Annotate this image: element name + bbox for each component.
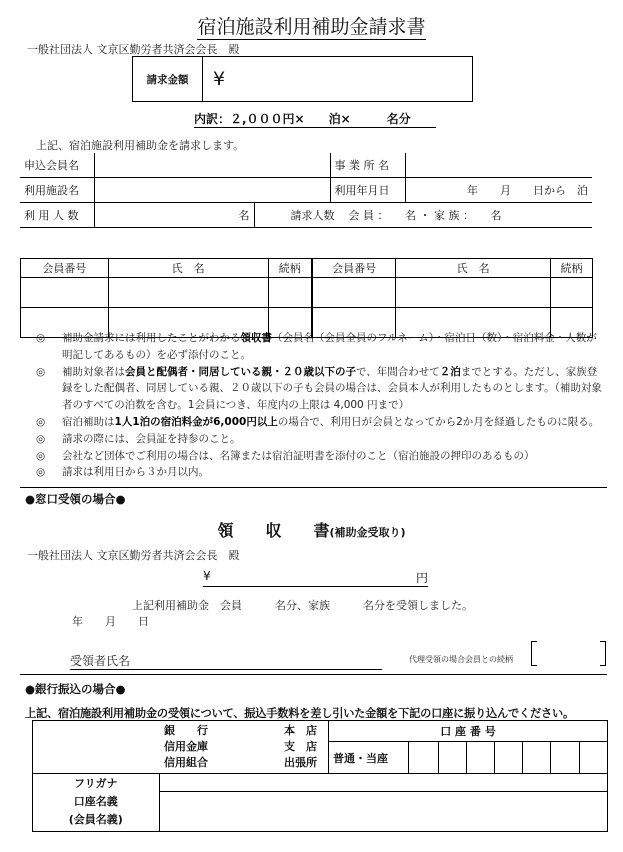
- recipient-name-field[interactable]: [70, 652, 382, 670]
- col-member-number: 会員番号: [21, 259, 109, 278]
- col-name: 氏 名: [108, 259, 268, 278]
- note-item: [36, 414, 606, 431]
- bank-account-table: [32, 720, 608, 832]
- facility-field[interactable]: [94, 178, 330, 203]
- cell[interactable]: [396, 278, 551, 308]
- claim-amount-field[interactable]: [203, 57, 225, 101]
- proxy-relation-field[interactable]: [537, 643, 599, 664]
- note-item: [36, 330, 606, 364]
- office-field[interactable]: [405, 153, 592, 178]
- counter-heading: ●窓口受領の場合●: [25, 492, 126, 506]
- facility-label: 利用施設名: [20, 178, 94, 203]
- note-text: 宿泊補助は1人1泊の宿泊料金が6,000円以上の場合で、利用日が会員となってから2か月を経過したものに限る。: [62, 415, 600, 428]
- date-label: 利用年月日: [330, 178, 405, 203]
- note-item: [36, 448, 606, 465]
- note-text: 補助金請求には利用したことがわかる領収書（会員名（会員全員のフルネーム）・宿泊日（数）・宿泊料金・人数が明記してあるもの）を必ず添付のこと。: [62, 332, 597, 361]
- intro-text: 上記、宿泊施設利用補助金を請求します。: [36, 139, 245, 152]
- double-circle-icon: ◎: [36, 332, 46, 344]
- bank-name-field[interactable]: [33, 721, 329, 774]
- account-digit[interactable]: [523, 742, 551, 774]
- table-row: [21, 278, 593, 308]
- note-text: 会社など団体でご利用の場合は、名簿または宿泊証明書を添付のこと（宿泊施設の押印のあるもの）: [62, 449, 535, 462]
- yen-unit: 円: [415, 571, 428, 585]
- notes-list: [36, 330, 606, 481]
- cell[interactable]: [551, 278, 593, 308]
- office-label: 事 業 所 名: [330, 153, 405, 178]
- col-member-number-2: 会員番号: [312, 259, 396, 278]
- furigana-label: フリガナ: [74, 777, 118, 790]
- double-circle-icon: ◎: [36, 466, 46, 479]
- account-digit[interactable]: [409, 742, 438, 774]
- receipt-date: 年 月 日: [72, 615, 149, 628]
- bracket-right: [600, 641, 606, 666]
- double-circle-icon: ◎: [36, 365, 46, 378]
- double-circle-icon: ◎: [36, 449, 46, 462]
- col-relation-2: 続柄: [551, 259, 593, 278]
- page-title: 宿泊施設利用補助金請求書: [197, 16, 426, 38]
- account-digit[interactable]: [579, 742, 607, 774]
- users-unit: 名: [238, 209, 250, 222]
- cell[interactable]: [312, 278, 396, 308]
- furigana-field[interactable]: [159, 774, 607, 792]
- applicant-label: 申込会員名: [20, 153, 94, 178]
- yen-symbol: ¥: [203, 569, 211, 583]
- receipt-subtitle: (補助金受取り): [329, 526, 406, 539]
- users-field[interactable]: [94, 203, 254, 228]
- application-table: [20, 153, 592, 228]
- members-table: [20, 258, 593, 338]
- cell[interactable]: [268, 278, 312, 308]
- claim-count-value: 会 員 ： 名 ・ 家 族 ： 名: [348, 209, 502, 222]
- account-digit[interactable]: [438, 742, 466, 774]
- applicant-field[interactable]: [94, 153, 330, 178]
- proxy-label: 代理受領の場合会員との続柄: [409, 655, 513, 664]
- double-circle-icon: ◎: [36, 432, 46, 445]
- account-type[interactable]: 普通・当座: [328, 742, 408, 774]
- yen-symbol: ¥: [213, 68, 226, 90]
- holder-note: (会員名義): [68, 813, 123, 826]
- receipt-title: 領 収 書(補助金受取り): [217, 521, 406, 540]
- divider: [20, 487, 607, 488]
- holder-name-field[interactable]: [159, 792, 607, 832]
- claim-count-field[interactable]: [254, 203, 592, 228]
- cell[interactable]: [108, 278, 268, 308]
- claim-amount-box: [132, 56, 473, 102]
- divider: [20, 674, 607, 675]
- bank-heading: ●銀行振込の場合●: [25, 682, 126, 696]
- account-digit[interactable]: [551, 742, 579, 774]
- note-text: 請求の際には、会員証を持参のこと。: [62, 432, 241, 445]
- receipt-addressee: 一般社団法人 文京区勤労者共済会会長 殿: [27, 549, 240, 562]
- cell[interactable]: [21, 278, 109, 308]
- recipient-label: 受領者氏名: [70, 654, 131, 668]
- receipt-amount-field[interactable]: [203, 569, 428, 587]
- date-field[interactable]: 年 月 日から 泊: [405, 178, 592, 203]
- users-label: 利 用 人 数: [20, 203, 94, 228]
- note-text: 補助対象者は会員と配偶者・同居している親・２０歳以下の子で、年間合わせて２泊までとする。ただし、家族登録をした配偶者、同居している親、２０歳以下の子も会員の場合は、会員本人が利用したものとします。（補助対象者のすべての泊数を含む。1会員につき、年度内の上限は 4,000 円まで）: [62, 365, 602, 412]
- note-item: [36, 464, 606, 481]
- institution-types: 銀 行 信用金庫 信用組合: [163, 724, 208, 769]
- account-number-label: 口 座 番 号: [328, 721, 607, 742]
- bank-instruction: 上記、宿泊施設利用補助金の受領について、振込手数料を差し引いた金額を下記の口座に振り込んでください。: [25, 707, 574, 720]
- holder-label: 口座名義: [73, 795, 118, 808]
- received-text: 上記利用補助金 会員 名分、家族 名分を受領しました。: [132, 599, 473, 612]
- addressee: 一般社団法人 文京区勤労者共済会会長 殿: [27, 43, 240, 56]
- col-name-2: 氏 名: [396, 259, 551, 278]
- breakdown: 内訳：２,０００円× 泊× 名分: [194, 110, 436, 128]
- claim-count-label: 請求人数: [290, 209, 335, 222]
- branch-types: 本 店 支 店 出張所: [283, 724, 317, 769]
- account-digit[interactable]: [466, 742, 494, 774]
- double-circle-icon: ◎: [36, 415, 46, 428]
- account-digit[interactable]: [494, 742, 522, 774]
- claim-amount-label: 請求金額: [133, 57, 203, 101]
- note-item: [36, 431, 606, 448]
- note-text: 請求は利用日から３か月以内。: [62, 466, 209, 479]
- note-item: [36, 364, 606, 414]
- col-relation: 続柄: [268, 259, 312, 278]
- holder-labels: [33, 774, 160, 832]
